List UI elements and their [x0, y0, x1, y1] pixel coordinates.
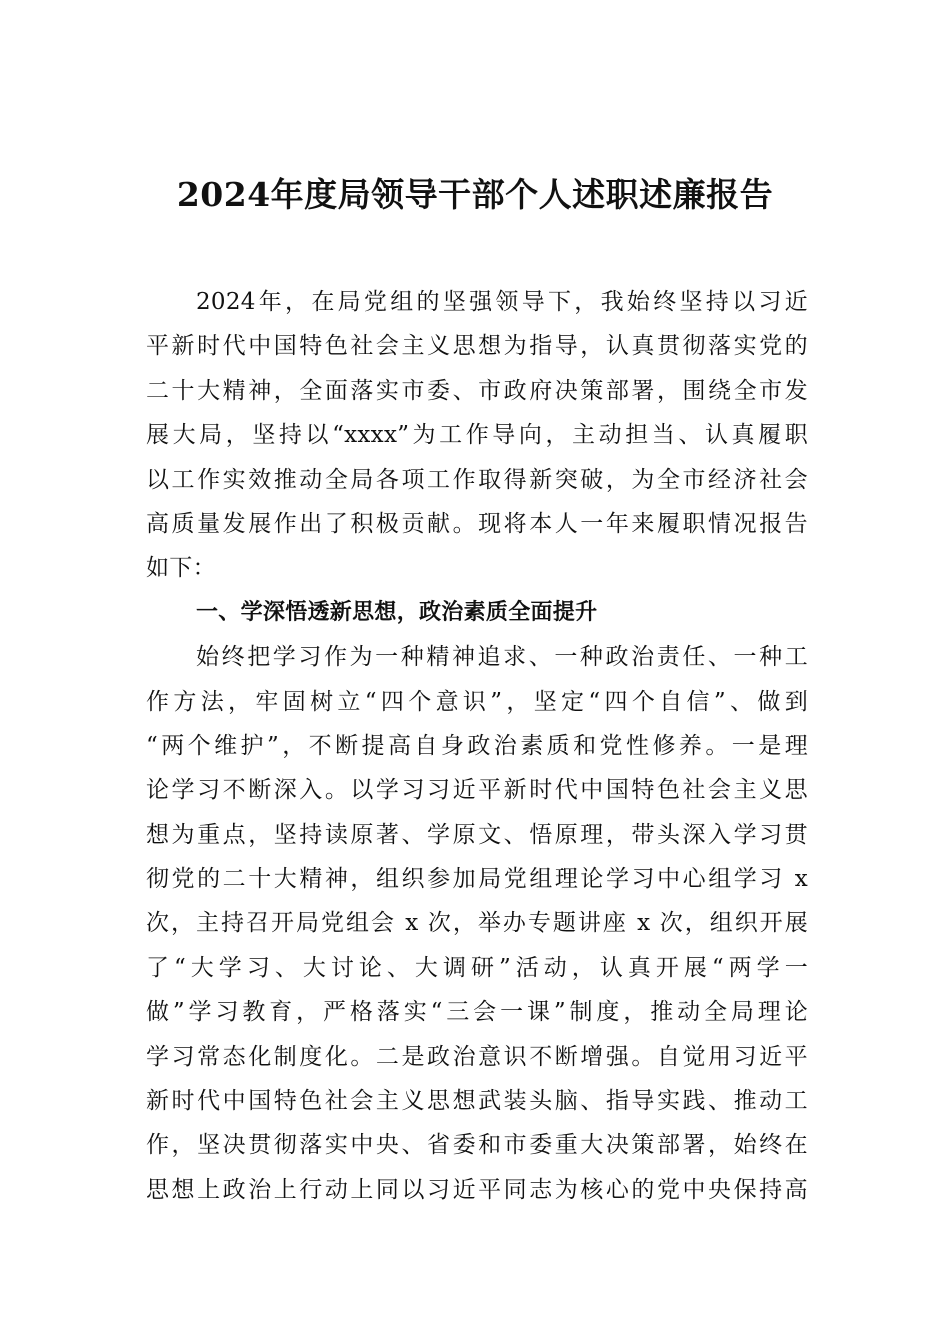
paragraph-line: 彻党的二十大精神，组织参加局党组理论学习中心组学习 x: [146, 866, 808, 893]
paragraph-line: 新时代中国特色社会主义思想武装头脑、指导实践、推动工: [146, 1088, 808, 1115]
paragraph-line: 展大局，坚持以“xxxx”为工作导向，主动担当、认真履职: [146, 422, 808, 449]
paragraph-line: 以工作实效推动全局各项工作取得新突破，为全市经济社会: [146, 466, 808, 493]
paragraph-line: 想为重点，坚持读原著、学原文、悟原理，带头深入学习贯: [146, 821, 808, 848]
paragraph-line: “两个维护”，不断提高自身政治素质和党性修养。一是理: [146, 732, 808, 759]
paragraph-line: 了“大学习、大讨论、大调研”活动，认真开展“两学一: [146, 954, 808, 981]
paragraph-line: 高质量发展作出了积极贡献。现将本人一年来履职情况报告: [146, 510, 808, 537]
section-heading: 一、学深悟透新思想，政治素质全面提升: [196, 599, 598, 625]
paragraph-line: 论学习不断深入。以学习习近平新时代中国特色社会主义思: [146, 777, 808, 804]
paragraph-line: 平新时代中国特色社会主义思想为指导，认真贯彻落实党的: [146, 333, 808, 360]
paragraph-line: 始终把学习作为一种精神追求、一种政治责任、一种工: [196, 644, 808, 671]
paragraph-line: 思想上政治上行动上同以习近平同志为核心的党中央保持高: [146, 1176, 808, 1203]
paragraph-line: 学习常态化制度化。二是政治意识不断增强。自觉用习近平: [146, 1043, 808, 1070]
document-body: [146, 280, 808, 1212]
document-title: 2024年度局领导干部个人述职述廉报告: [176, 175, 774, 214]
paragraph-line: 如下：: [146, 555, 216, 582]
paragraph-line: 次，主持召开局党组会 x 次，举办专题讲座 x 次，组织开展: [146, 910, 808, 937]
paragraph-line: 作，坚决贯彻落实中央、省委和市委重大决策部署，始终在: [146, 1132, 808, 1159]
paragraph-line: 二十大精神，全面落实市委、市政府决策部署，围绕全市发: [146, 377, 808, 404]
paragraph-line: 作方法，牢固树立“四个意识”，坚定“四个自信”、做到: [146, 688, 808, 715]
paragraph-line: 2024年，在局党组的坚强领导下，我始终坚持以习近: [196, 289, 808, 315]
paragraph-line: 做”学习教育，严格落实“三会一课”制度，推动全局理论: [146, 999, 808, 1026]
